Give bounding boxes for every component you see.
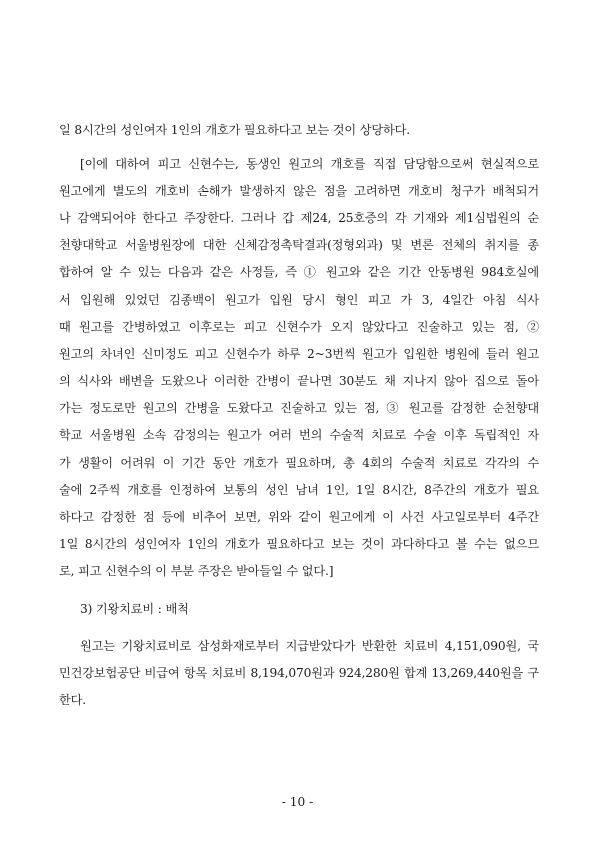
- paragraph-line: 학교 서울병원 소속 감정의는 원고가 여러 번의 수술적 치료로 수술 이후 독립적인 자: [59, 428, 539, 442]
- paragraph-line: 술에 2주씩 개호를 인정하여 보통의 성인 남녀 1인, 1일 8시간, 8주간의 개호가 필요: [59, 483, 539, 497]
- paragraph-line: 나 감액되어야 한다고 주장한다. 그러나 갑 제24, 25호증의 각 기재와 제1심법원의 순: [59, 211, 539, 225]
- paragraph-line: 원고는 기왕치료비로 삼성화재로부터 지급받았다가 반환한 치료비 4,151,090원, 국: [80, 639, 539, 653]
- paragraph-line: 원고에게 별도의 개호비 손해가 발생하지 않은 점을 고려하면 개호비 청구가 배척되거: [59, 184, 539, 198]
- paragraph-line: 때 원고를 간병하였고 이후로는 피고 신현수가 오지 않았다고 진술하고 있는 점, ②: [59, 320, 539, 334]
- paragraph-line: 의 식사와 배변을 도왔으나 이러한 간병이 끝나면 30분도 채 지나지 않아 집으로 돌아: [59, 374, 539, 388]
- paragraph-line: 하다고 감정한 점 등에 비추어 보면, 위와 같이 원고에게 이 사건 사고일로부터 4주간: [59, 510, 539, 524]
- paragraph-line: 1일 8시간의 성인여자 1인의 개호가 필요하다고 보는 것이 과다하다고 볼 수는 없으므: [59, 537, 539, 551]
- paragraph-line: 서 입원해 있었던 김종백이 원고가 입원 당시 형인 피고 가 3, 4일간 아침 식사: [59, 293, 539, 307]
- paragraph-line: 민건강보험공단 비급여 항목 치료비 8,194,070원과 924,280원 합계 13,269,440원을 구: [59, 666, 539, 680]
- page-number: - 10 -: [281, 795, 314, 809]
- paragraph-line: 가는 정도로만 원고의 간병을 도왔다고 진술하고 있는 점, ③ 원고를 감정한 순천향대: [59, 401, 539, 415]
- paragraph-line: 천향대학교 서울병원장에 대한 신체감정촉탁결과(정형외과) 및 변론 전체의 취지를 종: [59, 238, 539, 252]
- paragraph-line: 합하여 알 수 있는 다음과 같은 사정들, 즉 ① 원고와 같은 기간 안동병원 984호실에: [59, 265, 539, 279]
- section-heading: 3) 기왕치료비 : 배척: [80, 602, 189, 616]
- paragraph-line: 가 생활이 어려워 이 기간 동안 개호가 필요하며, 총 4회의 수술적 치료로 각각의 수: [59, 456, 539, 470]
- paragraph-line: 한다.: [59, 693, 86, 707]
- paragraph-line: 로, 피고 신현수의 이 부분 주장은 받아들일 수 없다.]: [59, 564, 334, 578]
- paragraph-line: 원고의 차녀인 신미정도 피고 신현수가 하루 2~3번씩 원고가 입원한 병원에 들러 원고: [59, 347, 539, 361]
- paragraph-line: 일 8시간의 성인여자 1인의 개호가 필요하다고 보는 것이 상당하다.: [59, 123, 410, 137]
- paragraph-line: [이에 대하여 피고 신현수는, 동생인 원고의 개호를 직접 담당함으로써 현실적으로: [80, 157, 539, 171]
